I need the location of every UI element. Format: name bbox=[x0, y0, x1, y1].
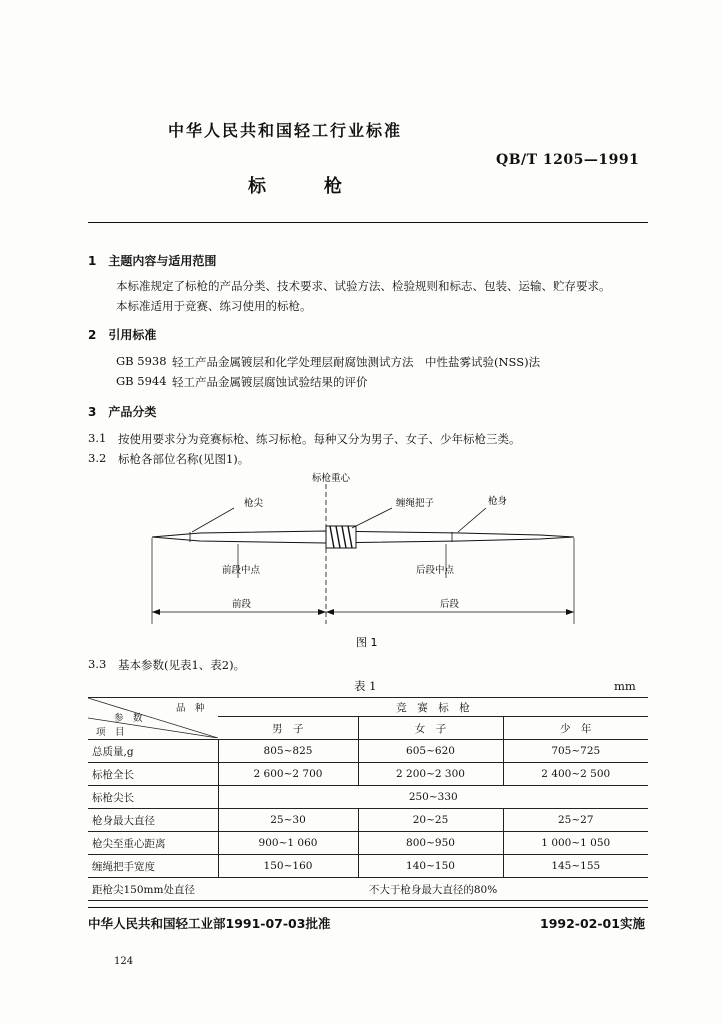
header-parameter: 参 数 bbox=[114, 713, 143, 724]
cell-youth: 145~155 bbox=[503, 855, 648, 878]
cell-men: 2 600~2 700 bbox=[218, 763, 358, 786]
row-label: 距枪尖150mm处直径 bbox=[88, 878, 218, 901]
label-body: 枪身 bbox=[488, 496, 508, 507]
row-label: 缠绳把手宽度 bbox=[88, 855, 218, 878]
clause-3-2-number: 3.2 bbox=[88, 451, 107, 465]
clause-3-2-text: 标枪各部位名称(见图1)。 bbox=[118, 452, 250, 466]
table-header-diagonal-cell bbox=[88, 698, 218, 740]
cell-youth: 25~27 bbox=[503, 809, 648, 832]
cell-men: 805~825 bbox=[218, 740, 358, 763]
clause-3-3-text: 基本参数(见表1、表2)。 bbox=[118, 658, 246, 672]
section-2-heading: 2 引用标准 bbox=[88, 328, 157, 342]
label-tip: 枪尖 bbox=[244, 498, 264, 509]
clause-3-1-number: 3.1 bbox=[88, 431, 107, 445]
row-label: 标枪全长 bbox=[88, 763, 218, 786]
label-front-section: 前段 bbox=[232, 599, 252, 610]
section-1-paragraph-1: 本标准规定了标枪的产品分类、技术要求、试验方法、检验规则和标志、包装、运输、贮存要求。 bbox=[116, 279, 611, 293]
clause-3-1-text: 按使用要求分为竞赛标枪、练习标枪。每种又分为男子、女子、少年标枪三类。 bbox=[118, 432, 521, 446]
grip-leader bbox=[352, 508, 392, 528]
tip-leader bbox=[192, 508, 234, 532]
body-leader bbox=[458, 508, 486, 532]
label-rear-section: 后段 bbox=[440, 599, 460, 610]
column-header-men: 男 子 bbox=[218, 717, 358, 740]
table-row bbox=[88, 763, 648, 786]
cell-men: 25~30 bbox=[218, 809, 358, 832]
cell-youth: 2 400~2 500 bbox=[503, 763, 648, 786]
label-rear-midpoint: 后段中点 bbox=[416, 565, 455, 576]
cell-women: 20~25 bbox=[358, 809, 503, 832]
label-grip: 缠绳把子 bbox=[396, 498, 435, 509]
implementation-date: 1992-02-01实施 bbox=[540, 916, 645, 931]
clause-3-3-number: 3.3 bbox=[88, 657, 107, 671]
group-header: 竞 赛 标 枪 bbox=[218, 698, 648, 717]
cell-merged: 不大于枪身最大直径的80% bbox=[218, 878, 648, 901]
header-item: 项 目 bbox=[96, 727, 125, 738]
footer-divider bbox=[88, 907, 648, 908]
cell-youth: 705~725 bbox=[503, 740, 648, 763]
row-label: 总质量,g bbox=[88, 740, 218, 763]
cell-women: 2 200~2 300 bbox=[358, 763, 503, 786]
cell-merged: 250~330 bbox=[218, 786, 648, 809]
table-row bbox=[88, 786, 648, 809]
reference-code: GB 5938 bbox=[116, 354, 167, 368]
row-label: 枪尖至重心距离 bbox=[88, 832, 218, 855]
table-row bbox=[88, 878, 648, 901]
header-variety: 品 种 bbox=[176, 703, 205, 714]
table-row bbox=[88, 832, 648, 855]
cell-men: 900~1 060 bbox=[218, 832, 358, 855]
table-row bbox=[88, 855, 648, 878]
column-header-women: 女 子 bbox=[358, 717, 503, 740]
standard-code: QB/T 1205—1991 bbox=[496, 152, 640, 168]
label-center-of-gravity: 标枪重心 bbox=[312, 473, 351, 484]
cell-women: 800~950 bbox=[358, 832, 503, 855]
row-label: 枪身最大直径 bbox=[88, 809, 218, 832]
table-1-caption: 表 1 bbox=[354, 679, 377, 693]
column-header-youth: 少 年 bbox=[503, 717, 648, 740]
cell-men: 150~160 bbox=[218, 855, 358, 878]
cell-women: 140~150 bbox=[358, 855, 503, 878]
page-number: 124 bbox=[114, 956, 134, 967]
row-label: 标枪尖长 bbox=[88, 786, 218, 809]
table-row bbox=[88, 740, 648, 763]
section-1-paragraph-2: 本标准适用于竞赛、练习使用的标枪。 bbox=[116, 299, 312, 313]
cell-women: 605~620 bbox=[358, 740, 503, 763]
section-1-heading: 1 主题内容与适用范围 bbox=[88, 254, 217, 268]
document-title: 标枪 bbox=[248, 176, 400, 197]
reference-title: 轻工产品金属镀层和化学处理层耐腐蚀测试方法 中性盐雾试验(NSS)法 bbox=[172, 355, 541, 369]
header-divider bbox=[88, 222, 648, 223]
section-3-heading: 3 产品分类 bbox=[88, 405, 157, 419]
parameter-table bbox=[88, 697, 648, 901]
javelin-figure bbox=[0, 466, 722, 648]
issuing-authority: 中华人民共和国轻工行业标准 bbox=[168, 121, 403, 140]
reference-title: 轻工产品金属镀层腐蚀试验结果的评价 bbox=[172, 375, 368, 389]
approval-line: 中华人民共和国轻工业部1991-07-03批准 bbox=[88, 916, 331, 931]
label-front-midpoint: 前段中点 bbox=[222, 565, 261, 576]
reference-code: GB 5944 bbox=[116, 374, 167, 388]
table-row bbox=[88, 809, 648, 832]
table-1-unit: mm bbox=[614, 679, 636, 693]
javelin-shaft bbox=[152, 531, 574, 543]
figure-caption: 图 1 bbox=[356, 636, 378, 648]
cell-youth: 1 000~1 050 bbox=[503, 832, 648, 855]
